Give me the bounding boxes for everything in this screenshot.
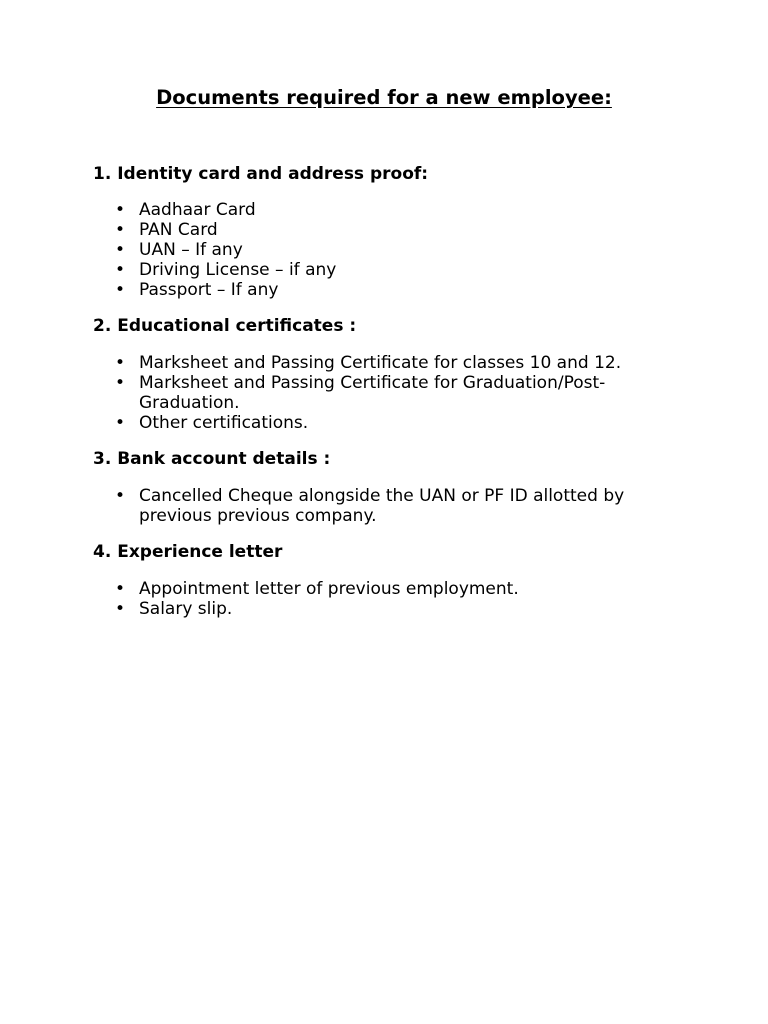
- list-item-text: Graduation.: [139, 393, 240, 413]
- section-heading: 4. Experience letter: [93, 542, 283, 562]
- section-identity: [93, 164, 693, 300]
- list-item: [93, 260, 693, 280]
- document-title: Documents required for a new employee:: [156, 86, 612, 109]
- list-item-continuation: [93, 393, 693, 413]
- list-item-text: UAN – If any: [139, 240, 243, 260]
- bullet-dot-icon: •: [115, 413, 126, 433]
- list-item: [93, 599, 693, 619]
- bullet-dot-icon: •: [115, 579, 126, 599]
- section-heading: 2. Educational certificates :: [93, 316, 357, 336]
- list-item-text: Marksheet and Passing Certificate for classes 10 and 12.: [139, 353, 622, 373]
- list-item-text: PAN Card: [139, 220, 218, 240]
- bullet-dot-icon: •: [115, 260, 126, 280]
- list-item-text: Salary slip.: [139, 599, 233, 619]
- bullet-dot-icon: •: [115, 486, 126, 506]
- bullet-list: [93, 200, 693, 300]
- list-item-text: Passport – If any: [139, 280, 279, 300]
- section-heading: 1. Identity card and address proof:: [93, 164, 429, 184]
- list-item: [93, 486, 693, 506]
- bullet-dot-icon: •: [115, 353, 126, 373]
- bullet-list: [93, 353, 693, 433]
- bullet-list: [93, 579, 693, 619]
- list-item-text: Driving License – if any: [139, 260, 337, 280]
- list-item: [93, 579, 693, 599]
- bullet-dot-icon: •: [115, 599, 126, 619]
- list-item: [93, 280, 693, 300]
- list-item: [93, 413, 693, 433]
- list-item: [93, 353, 693, 373]
- bullet-dot-icon: •: [115, 200, 126, 220]
- list-item: [93, 373, 693, 393]
- list-item-continuation: [93, 506, 693, 526]
- list-item-text: previous previous company.: [139, 506, 377, 526]
- list-item: [93, 240, 693, 260]
- list-item: [93, 200, 693, 220]
- list-item-text: Appointment letter of previous employment.: [139, 579, 519, 599]
- section-heading: 3. Bank account details :: [93, 449, 331, 469]
- bullet-dot-icon: •: [115, 220, 126, 240]
- list-item-text: Cancelled Cheque alongside the UAN or PF ID allotted by: [139, 486, 625, 506]
- section-bank: [93, 449, 693, 526]
- bullet-dot-icon: •: [115, 280, 126, 300]
- list-item-text: Marksheet and Passing Certificate for Graduation/Post-: [139, 373, 606, 393]
- bullet-dot-icon: •: [115, 373, 126, 393]
- section-experience: [93, 542, 693, 619]
- bullet-dot-icon: •: [115, 240, 126, 260]
- list-item: [93, 220, 693, 240]
- section-educational: [93, 316, 693, 433]
- bullet-list: [93, 486, 693, 526]
- list-item-text: Other certifications.: [139, 413, 309, 433]
- list-item-text: Aadhaar Card: [139, 200, 256, 220]
